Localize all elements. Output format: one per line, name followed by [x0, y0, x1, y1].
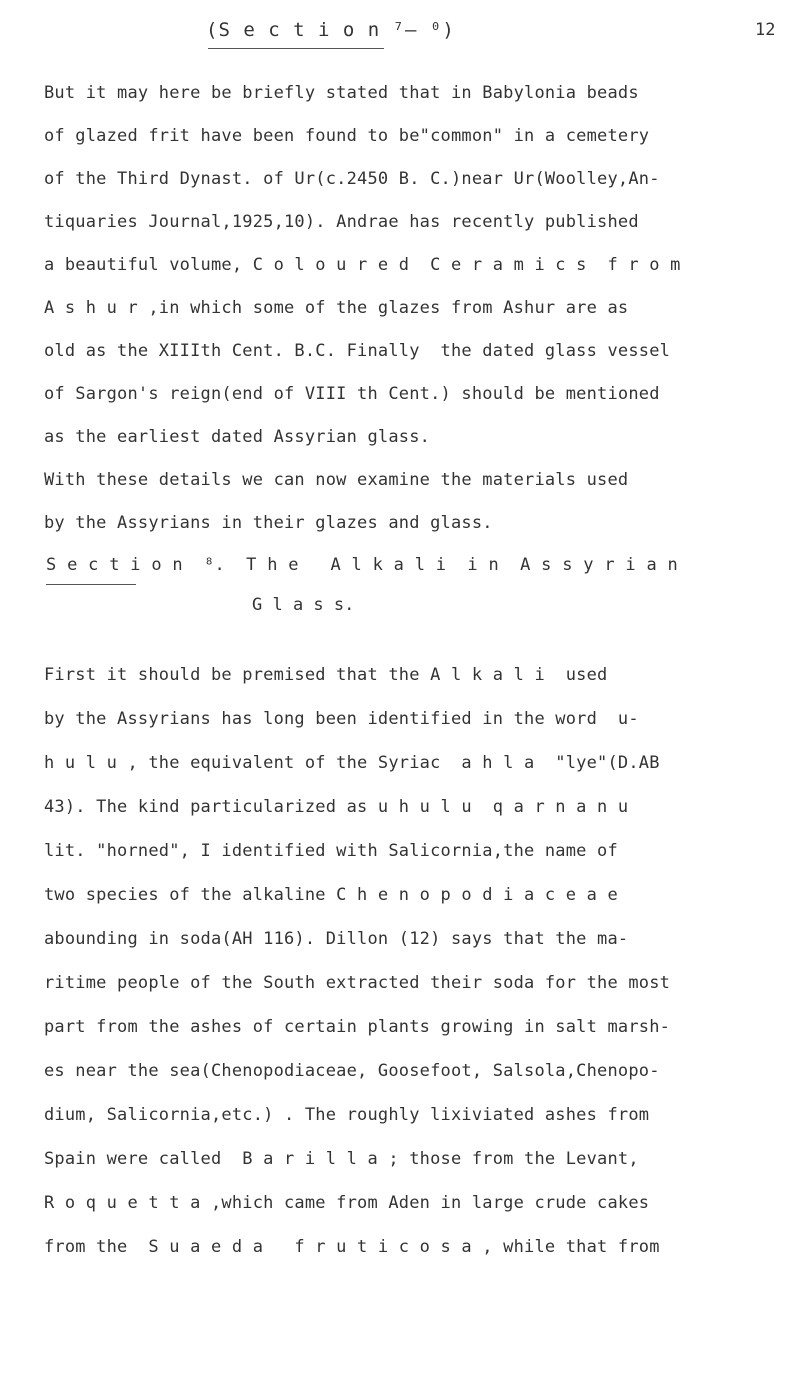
text-line: lit. "horned", I identified with Salicornia,the name of: [44, 841, 618, 861]
text-line: tiquaries Journal,1925,10). Andrae has recently published: [44, 212, 639, 232]
text-line: as the earliest dated Assyrian glass.: [44, 427, 431, 447]
text-line: a beautiful volume, C o l o u r e d C e r a m i c s f r o m: [44, 255, 681, 275]
text-line: two species of the alkaline C h e n o p o d i a c e a e: [44, 885, 618, 905]
text-line: R o q u e t t a ,which came from Aden in large crude cakes: [44, 1193, 650, 1213]
text-line: part from the ashes of certain plants growing in salt marsh-: [44, 1017, 671, 1037]
text-line: of glazed frit have been found to be"common" in a cemetery: [44, 126, 650, 146]
text-line: A s h u r ,in which some of the glazes from Ashur are as: [44, 298, 629, 318]
text-line: abounding in soda(AH 116). Dillon (12) says that the ma-: [44, 929, 629, 949]
section-heading-line-1: S e c t i o n ⁸. T h e A l k a l i i n A s s y r i a n: [46, 555, 679, 575]
text-line: h u l u , the equivalent of the Syriac a h l a "lye"(D.AB: [44, 753, 660, 773]
text-line: es near the sea(Chenopodiaceae, Goosefoot, Salsola,Chenopo-: [44, 1061, 660, 1081]
section-heading-underline: [46, 584, 136, 585]
section-label-underline: [208, 48, 384, 49]
text-line: Spain were called B a r i l l a ; those from the Levant,: [44, 1149, 639, 1169]
text-line: dium, Salicornia,etc.) . The roughly lixiviated ashes from: [44, 1105, 650, 1125]
text-line: by the Assyrians in their glazes and glass.: [44, 513, 493, 533]
text-line: of the Third Dynast. of Ur(c.2450 B. C.)near Ur(Woolley,An-: [44, 169, 660, 189]
text-line: With these details we can now examine the materials used: [44, 470, 629, 490]
text-line: ritime people of the South extracted their soda for the most: [44, 973, 671, 993]
text-line: by the Assyrians has long been identified in the word u-: [44, 709, 639, 729]
text-line: 43). The kind particularized as u h u l u q a r n a n u: [44, 797, 629, 817]
text-line: But it may here be briefly stated that in Babylonia beads: [44, 83, 639, 103]
section-label: (S e c t i o n ⁷– ⁰): [206, 19, 455, 41]
text-line: First it should be premised that the A l k a l i used: [44, 665, 608, 685]
text-line: from the S u a e d a f r u t i c o s a , while that from: [44, 1237, 660, 1257]
text-line: old as the XIIIth Cent. B.C. Finally the dated glass vessel: [44, 341, 671, 361]
page-number: 12: [755, 20, 776, 40]
text-line: of Sargon's reign(end of VIII th Cent.) should be mentioned: [44, 384, 660, 404]
section-heading-line-2: G l a s s.: [252, 595, 355, 615]
